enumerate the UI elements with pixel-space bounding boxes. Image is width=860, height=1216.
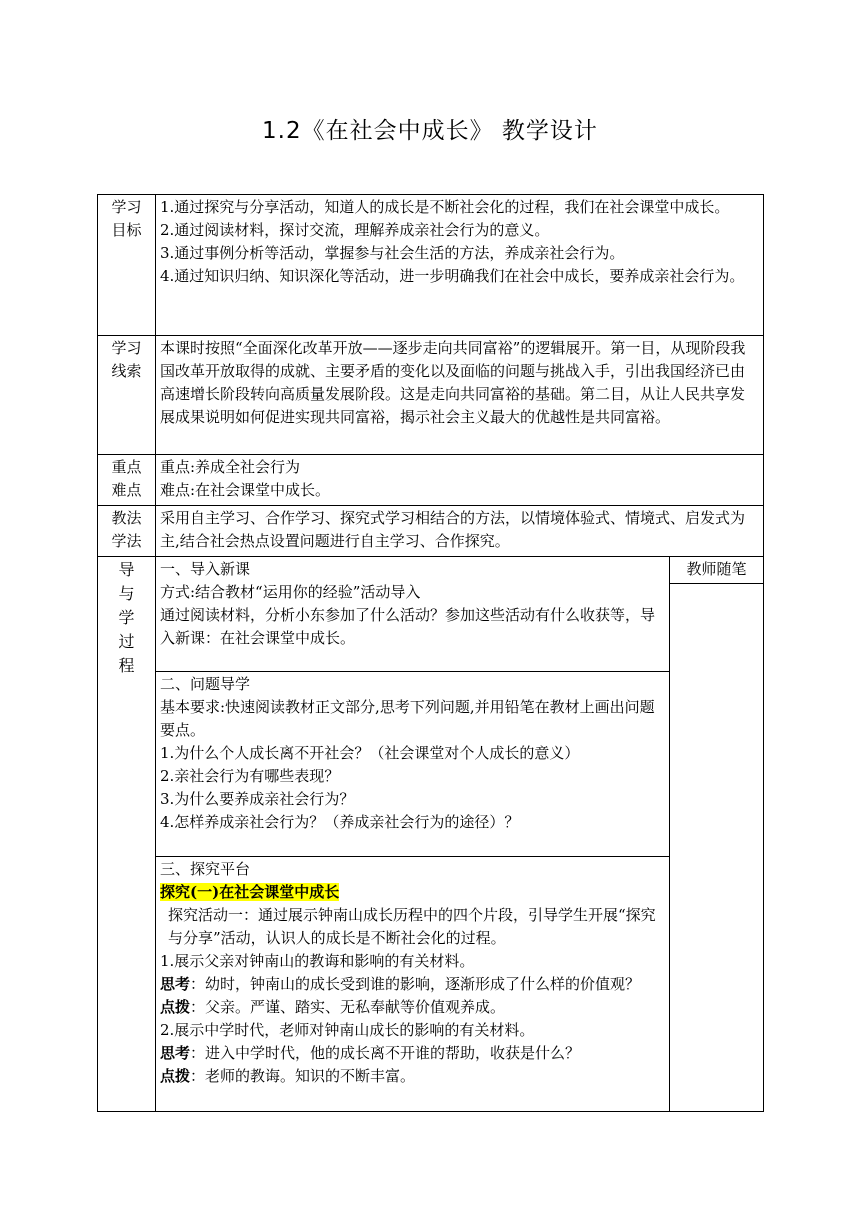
section-questions: 二、问题导学 基本要求:快速阅读教材正文部分,思考下列问题,并用铅笔在教材上画出问题要点。 1.为什么个人成长离不开社会？（社会课堂对个人成长的意义） 2.亲社会行为有哪些表现？ 3.为什么要养成亲社会行为？ 4.怎样养成亲社会行为？（养成亲社会行为的途径）？: [156, 672, 670, 857]
methods-content: 采用自主学习、合作学习、探究式学习相结合的方法，以情境体验式、情境式、启发式为主,结合社会热点设置问题进行自主学习、合作探究。: [156, 506, 764, 557]
methods-row: [98, 506, 764, 557]
process-label: 导 与 学 过 程: [98, 557, 156, 1112]
goals-row: [98, 195, 764, 336]
section-intro: 一、导入新课 方式:结合教材“运用你的经验”活动导入 通过阅读材料，分析小东参加了什么活动？参加这些活动有什么收获等，导入新课：在社会课堂中成长。: [156, 557, 670, 672]
process-row-3: [98, 672, 764, 857]
section-heading: 一、导入新课: [160, 560, 251, 578]
goal-item: 2.通过阅读材料，探讨交流，理解养成亲社会行为的意义。: [160, 221, 550, 239]
goals-content: [156, 195, 764, 336]
goal-item: 4.通过知识归纳、知识深化等活动，进一步明确我们在社会中成长，要养成亲社会行为。: [160, 267, 745, 285]
section-explore: 三、探究平台 探究(一)在社会课堂中成长 探究活动一：通过展示钟南山成长历程中的四个片段，引导学生开展“探究与分享”活动，认识人的成长是不断社会化的过程。 1.展示父亲对钟南山的教诲和影响的有关材料。 思考：幼时，钟南山的成长受到谁的影响，逐渐形成了什么样的价值观？ 点拨：父亲。严谨、踏实、无私奉献等价值观养成。 2.展示中学时代，老师对钟南山成长的影响的有关材料。 思考：进入中学时代，他的成长离不开谁的帮助，收获是什么？ 点拨：老师的教诲。知识的不断丰富。: [156, 857, 670, 1112]
keypoints-content: 重点:养成全社会行为 难点:在社会课堂中成长。: [156, 455, 764, 506]
notes-header: 教师随笔: [670, 557, 764, 584]
section-heading: 三、探究平台: [160, 860, 251, 878]
keypoints-row: [98, 455, 764, 506]
methods-label: 教法 学法: [98, 506, 156, 557]
clue-content: 本课时按照“全面深化改革开放——逐步走向共同富裕”的逻辑展开。第一目，从现阶段我国改革开放取得的成就、主要矛盾的变化以及面临的问题与挑战入手，引出我国经济已由高速增长阶段转向高质量发展阶段。这是走向共同富裕的基础。第二目，从让人民共享发展成果说明如何促进实现共同富裕，揭示社会主义最大的优越性是共同富裕。: [156, 336, 764, 455]
notes-column: [670, 584, 764, 1112]
goals-label: 学习 目标: [98, 195, 156, 336]
goal-item: 1.通过探究与分享活动，知道人的成长是不断社会化的过程，我们在社会课堂中成长。: [160, 198, 730, 216]
clue-row: [98, 336, 764, 455]
process-row-1: [98, 557, 764, 584]
section-heading: 二、问题导学: [160, 675, 251, 693]
clue-label: 学习 线索: [98, 336, 156, 455]
document-title: 1.2《在社会中成长》 教学设计: [262, 118, 598, 144]
keypoints-label: 重点 难点: [98, 455, 156, 506]
process-row-4: [98, 857, 764, 1112]
lesson-plan-table: [97, 194, 764, 1112]
goal-item: 3.通过事例分析等活动，掌握参与社会生活的方法，养成亲社会行为。: [160, 244, 625, 262]
highlight-heading: 探究(一)在社会课堂中成长: [160, 883, 340, 901]
